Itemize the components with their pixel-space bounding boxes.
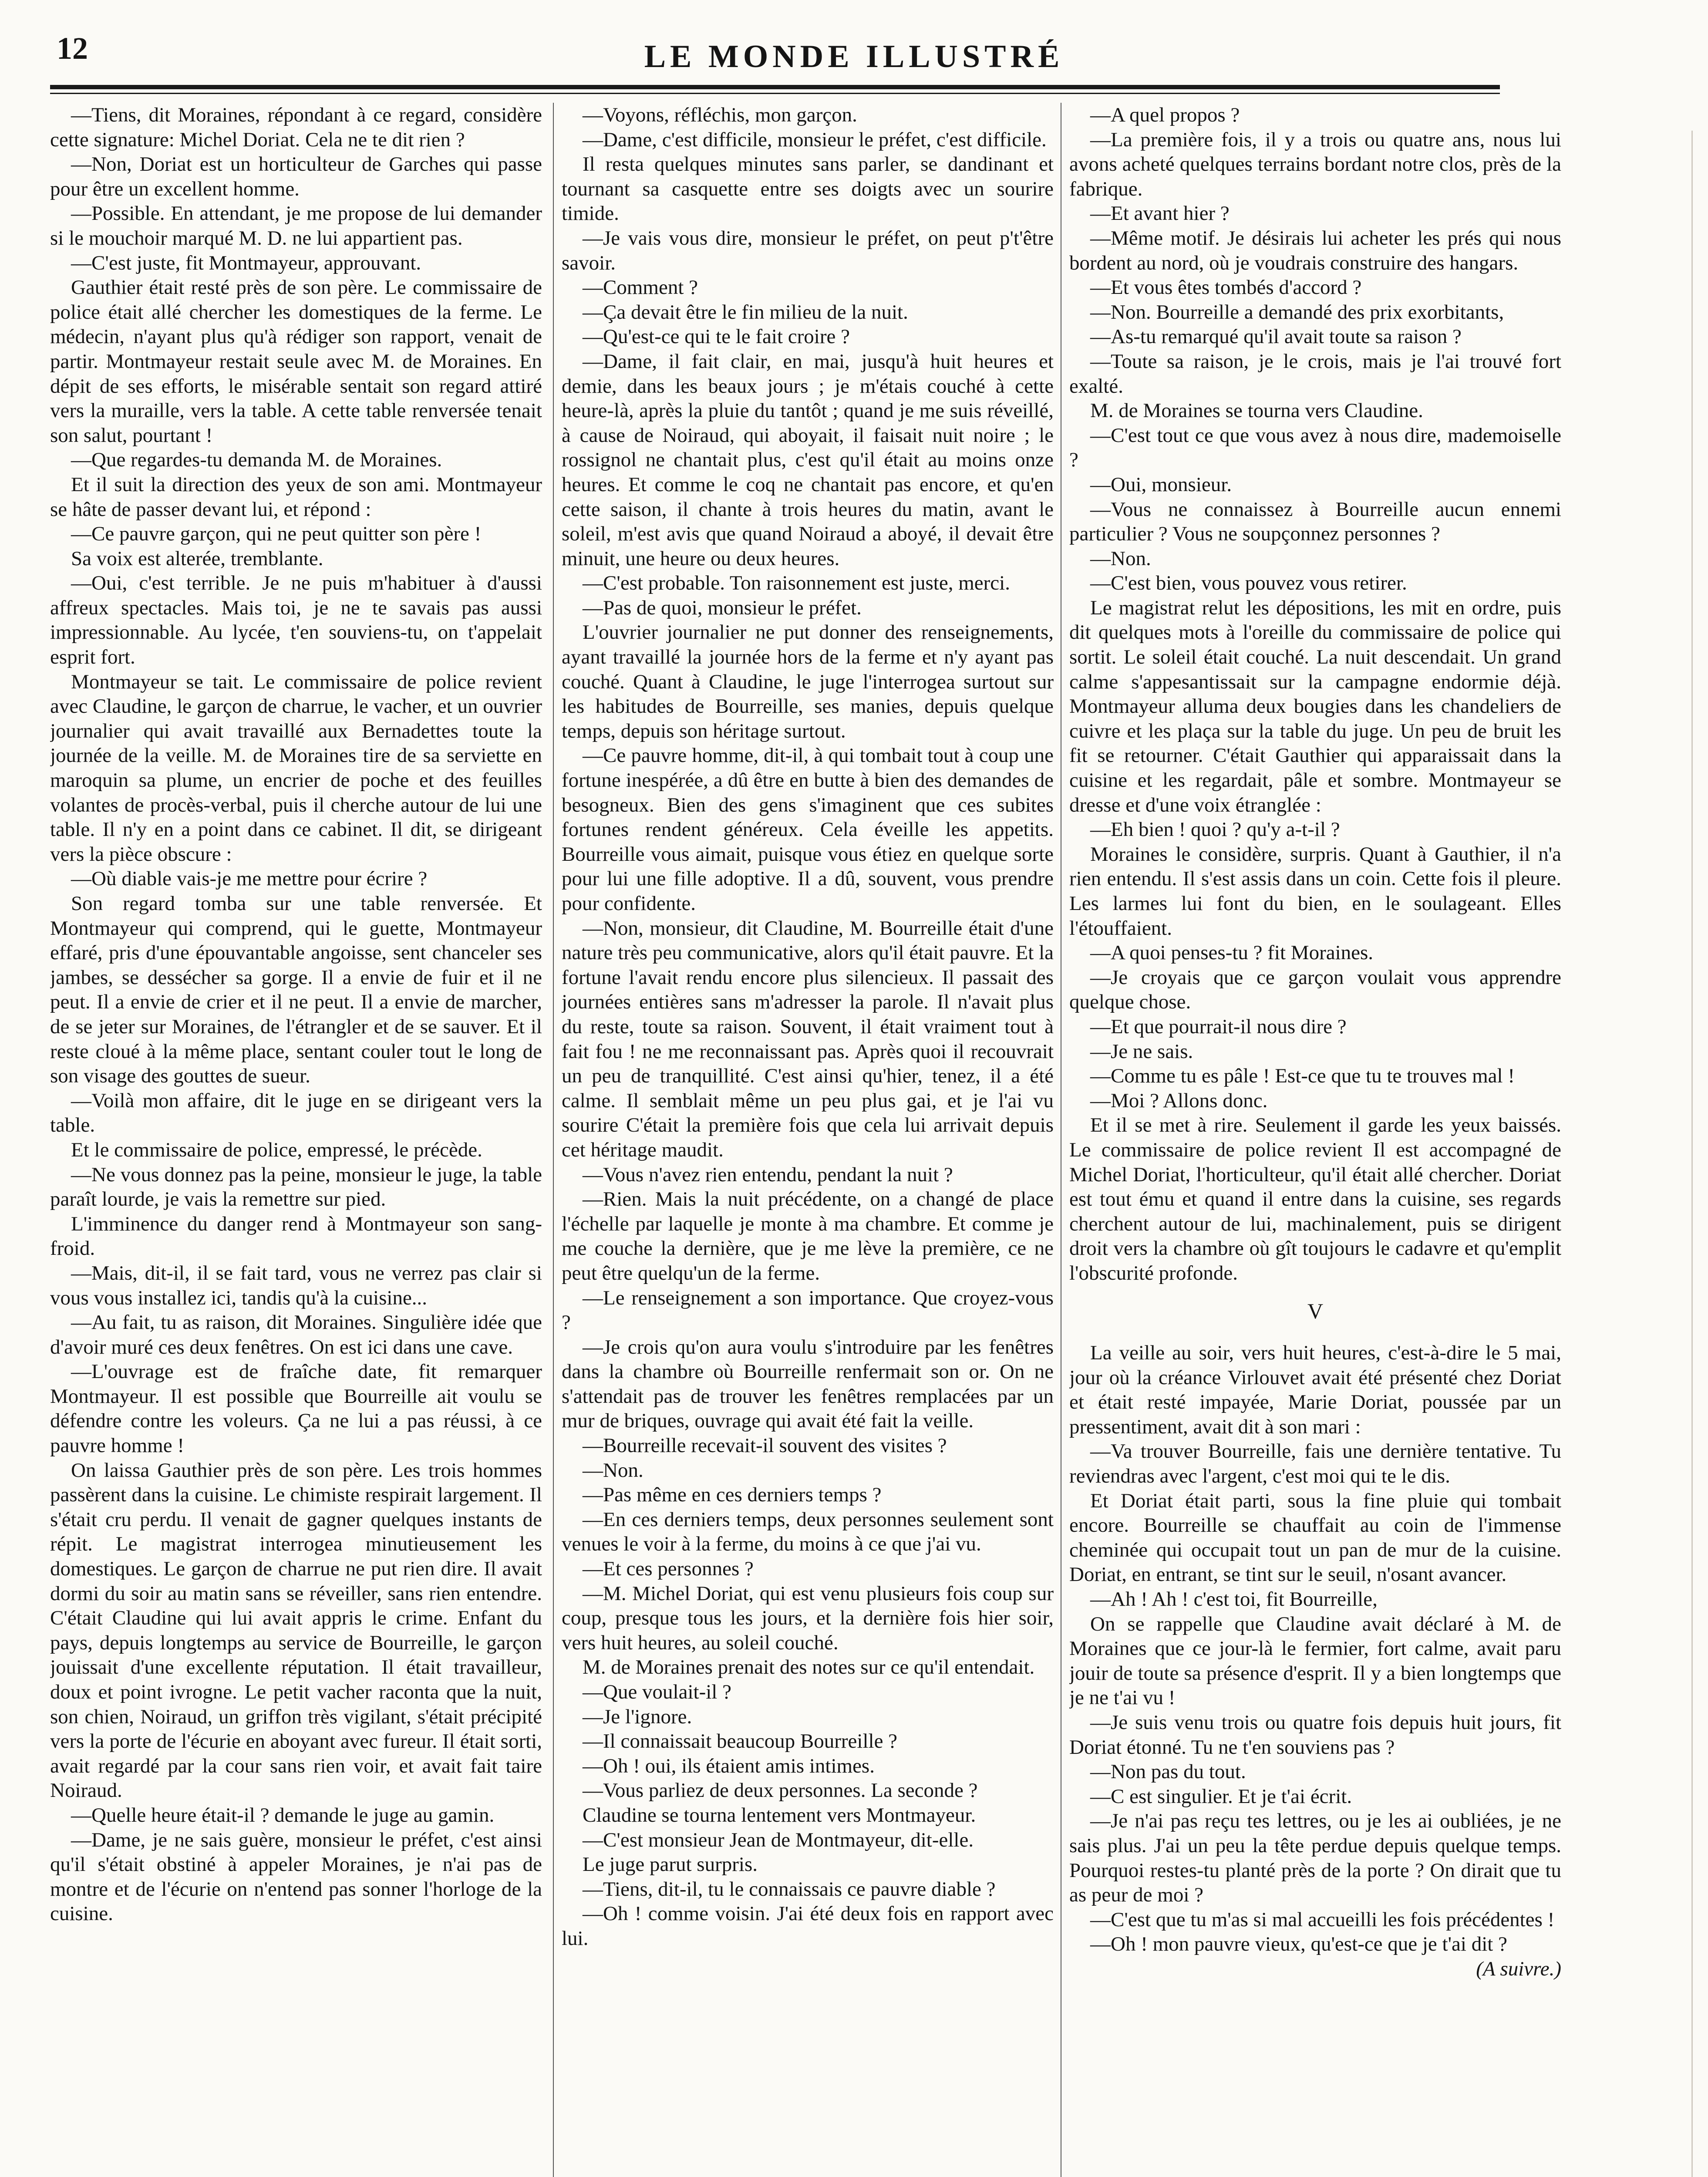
paragraph: —Non. [583, 1459, 643, 1482]
paragraph: M. de Moraines prenait des notes sur ce qu'il entendait. [583, 1656, 1035, 1679]
paragraph: —As-tu remarqué qu'il avait toute sa raison ? [1090, 325, 1462, 348]
paragraph: Le magistrat relut les dépositions, les mit en ordre, puis dit quelques mots à l'oreille du commissaire de police qui sortit. Le soleil était couché. La nuit descendait. Un grand calme s'appesantissait sur la campagne endormie déjà. Montmayeur alluma deux bougies dans les chandeliers de cuivre et les plaça sur la table du juge. Un peu de bruit les fit se retourner. C'était Gauthier qui apparaissait dans la cuisine et les regardait, pâle et sombre. Montmayeur se dresse et d'une voix étranglée : [1069, 596, 1561, 816]
paragraph: —Toute sa raison, je le crois, mais je l'ai trouvé fort exalté. [1069, 350, 1561, 398]
paragraph: —Ça devait être le fin milieu de la nuit. [583, 300, 908, 324]
paragraph: —Rien. Mais la nuit précédente, on a changé de place l'échelle par laquelle je monte à ma chambre. Et comme je me couche la dernière, que je me lève la première, ce ne peut être quelqu'un de la ferme. [562, 1188, 1054, 1284]
paragraph: L'imminence du danger rend à Montmayeur son sang-froid. [50, 1212, 542, 1260]
paragraph: —Où diable vais-je me mettre pour écrire ? [71, 867, 428, 890]
paragraph: —Comment ? [583, 276, 698, 299]
paragraph: —Au fait, tu as raison, dit Moraines. Singulière idée que d'avoir muré ces deux fenêtres. On est ici dans une cave. [50, 1311, 542, 1358]
paragraph: M. de Moraines se tourna vers Claudine. [1090, 399, 1423, 422]
paragraph: —Je suis venu trois ou quatre fois depuis huit jours, fit Doriat étonné. Tu ne t'en souviens pas ? [1069, 1711, 1561, 1759]
paragraph: —C est singulier. Et je t'ai écrit. [1090, 1785, 1352, 1808]
paragraph: —C'est que tu m'as si mal accueilli les fois précédentes ! [1090, 1908, 1555, 1931]
section-number: V [1307, 1298, 1324, 1323]
paragraph: Gauthier était resté près de son père. Le commissaire de police était allé chercher les domestiques de la ferme. Le médecin, n'ayant plus qu'à rédiger son rapport, venait de partir. Montmayeur restait seule avec M. de Moraines. En dépit de ses efforts, le misérable sentait son regard attiré vers la muraille, vers la table. A cette table renversée tenait son salut, pourtant ! [50, 276, 542, 447]
paragraph: —Moi ? Allons donc. [1090, 1089, 1268, 1112]
paragraph: —Que regardes-tu demanda M. de Moraines. [71, 448, 442, 472]
paragraph: —Ne vous donnez pas la peine, monsieur le juge, la table paraît lourde, je vais la remettre sur pied. [50, 1163, 542, 1211]
paragraph: —Que voulait-il ? [583, 1681, 731, 1703]
paragraph: —Je croyais que ce garçon voulait vous apprendre quelque chose. [1069, 966, 1561, 1014]
paragraph: —Même motif. Je désirais lui acheter les prés qui nous bordent au nord, où je voudrais construire des hangars. [1069, 226, 1561, 274]
paragraph: L'ouvrier journalier ne put donner des renseignements, ayant travaillé la journée hors de la ferme et n'y ayant pas couché. Quant à Claudine, le juge l'interrogea surtout sur les habitudes de Bourreille, ses manies, depuis quelque temps, depuis son héritage surtout. [562, 621, 1054, 742]
masthead-title: LE MONDE ILLUSTRÉ [644, 39, 1064, 74]
paragraph: —C'est tout ce que vous avez à nous dire, mademoiselle ? [1069, 424, 1561, 472]
paragraph: —Bourreille recevait-il souvent des visites ? [583, 1434, 947, 1457]
paragraph: —Comme tu es pâle ! Est-ce que tu te trouves mal ! [1090, 1065, 1515, 1088]
paragraph: —Possible. En attendant, je me propose de lui demander si le mouchoir marqué M. D. ne lui appartient pas. [50, 202, 542, 249]
paragraph: —Vous n'avez rien entendu, pendant la nuit ? [583, 1163, 953, 1186]
paragraph: —Voilà mon affaire, dit le juge en se dirigeant vers la table. [50, 1089, 542, 1137]
paragraph: —Je vais vous dire, monsieur le préfet, on peut p't'être savoir. [562, 226, 1054, 274]
paragraph: —Tiens, dit-il, tu le connaissais ce pauvre diable ? [583, 1877, 996, 1901]
text-column-2 [562, 103, 1054, 2177]
paragraph: —Va trouver Bourreille, fais une dernière tentative. Tu reviendras avec l'argent, c'est moi qui te le dis. [1069, 1440, 1561, 1488]
paragraph: On laissa Gauthier près de son père. Les trois hommes passèrent dans la cuisine. Le chimiste respirait largement. Il s'était cru perdu. Il venait de gagner quelques instants de répit. Le magistrat interrogea minutieusement les domestiques. Le garçon de charrue ne put rien dire. Il avait dormi du soir au matin sans se réveiller, sans rien entendre. C'était Claudine qui lui avait appris le crime. Enfant du pays, depuis longtemps au service de Bourreille, le garçon jouissait d'une excellente réputation. Il était travailleur, doux et point ivrogne. Le petit vacher raconta que la nuit, son chien, Noiraud, un griffon très vigilant, s'était précipité vers la porte de l'écurie en aboyant avec fureur. Il était sorti, avait regardé par la cour sans rien voir, et avait fait taire Noiraud. [50, 1459, 542, 1802]
paragraph: —Tiens, dit Moraines, répondant à ce regard, considère cette signature: Michel Doriat. Cela ne te dit rien ? [50, 104, 542, 151]
paragraph: —Oui, c'est terrible. Je ne puis m'habituer à d'aussi affreux spectacles. Mais toi, je ne te savais pas aussi impressionnable. Au lycée, t'en souviens-tu, on t'appelait esprit fort. [50, 572, 542, 669]
paragraph: —Non, monsieur, dit Claudine, M. Bourreille était d'une nature très peu communicative, alors qu'il était pauvre. Et la fortune l'avait rendu encore plus silencieux. Il passait des journées entières sans m'adresser la parole. Il n'avait plus du reste, toute sa raison. Souvent, il était vraiment tout à fait fou ! ne me reconnaissant pas. Après quoi il recouvrait un peu de tranquillité. C'est ainsi qu'hier, tenez, il a été calme. Il semblait même un peu plus gai, et je l'ai vu sourire C'était la première fois que cela lui arrivait depuis cet héritage maudit. [562, 917, 1054, 1161]
paragraph: —Le renseignement a son importance. Que croyez-vous ? [562, 1286, 1054, 1334]
paragraph: —Dame, il fait clair, en mai, jusqu'à huit heures et demie, dans les beaux jours ; je m'étais couché à cette heure-là, après la pluie du tantôt ; quand je me suis réveillé, à cause de Noiraud, qui aboyait, il faisait nuit noire ; le rossignol ne chantait plus, c'est qu'il était au moins onze heures. Et comme le coq ne chantait pas encore, et qu'en cette saison, il chante à trois heures du matin, avant le soleil, m'est avis que quand Noiraud a aboyé, il devait être minuit, une heure ou deux heures. [562, 350, 1054, 570]
to-be-continued: (A suivre.) [1476, 1957, 1561, 1980]
paragraph: —Non. [1090, 547, 1151, 570]
column-divider [553, 103, 554, 2177]
paragraph: —Et vous êtes tombés d'accord ? [1090, 276, 1362, 299]
paragraph: —A quel propos ? [1090, 104, 1240, 126]
paragraph: —Ah ! Ah ! c'est toi, fit Bourreille, [1090, 1588, 1378, 1611]
paragraph: —Pas de quoi, monsieur le préfet. [583, 596, 862, 619]
paragraph: —Oh ! comme voisin. J'ai été deux fois en rapport avec lui. [562, 1902, 1054, 1950]
paragraph: —Je ne sais. [1090, 1040, 1193, 1063]
paragraph: —C'est monsieur Jean de Montmayeur, dit-elle. [583, 1828, 974, 1851]
paragraph: Le juge parut surpris. [583, 1853, 758, 1876]
paragraph: On se rappelle que Claudine avait déclaré à M. de Moraines que ce jour-là le fermier, fort calme, avait paru jouir de toute sa présence d'esprit. Il y a bien longtemps que je ne t'ai vu ! [1069, 1612, 1561, 1709]
paragraph: —A quoi penses-tu ? fit Moraines. [1090, 941, 1374, 964]
paragraph: —Non. Bourreille a demandé des prix exorbitants, [1090, 300, 1504, 324]
paragraph: —Il connaissait beaucoup Bourreille ? [583, 1730, 898, 1753]
paragraph: —Vous parliez de deux personnes. La seconde ? [583, 1779, 978, 1802]
text-column-1 [50, 103, 542, 2177]
paragraph: —Ce pauvre garçon, qui ne peut quitter son père ! [71, 522, 482, 546]
paragraph: —Dame, je ne sais guère, monsieur le préfet, c'est ainsi qu'il s'était obstiné à appeler Moraines, je n'ai pas de montre et de l'écurie on n'entend pas sonner l'horloge de la cuisine. [50, 1828, 542, 1925]
paragraph: —Ce pauvre homme, dit-il, à qui tombait tout à coup une fortune inespérée, a dû être en butte à bien des demandes de besogneux. Bien des gens s'imaginent que ces subites fortunes rendent généreux. Cela éveille les appetits. Bourreille vous aimait, puisque vous étiez en quelque sorte pour lui une fille adoptive. Il a dû, souvent, vous prendre pour confidente. [562, 744, 1054, 915]
paragraph: —Dame, c'est difficile, monsieur le préfet, c'est difficile. [583, 128, 1047, 151]
paragraph: —La première fois, il y a trois ou quatre ans, nous lui avons acheté quelques terrains bordant notre clos, près de la fabrique. [1069, 128, 1561, 200]
text-column-3 [1069, 103, 1561, 2177]
paragraph: —Oh ! oui, ils étaient amis intimes. [583, 1754, 875, 1777]
paragraph: —Quelle heure était-il ? demande le juge au gamin. [71, 1803, 495, 1827]
paragraph: —Je crois qu'on aura voulu s'introduire par les fenêtres dans la chambre où Bourreille renfermait son or. On ne s'attendait pas de trouver les fenêtres remplacées par un mur de briques, ouvrage qui avait été fait la veille. [562, 1335, 1054, 1432]
paragraph: Claudine se tourna lentement vers Montmayeur. [583, 1803, 976, 1827]
paragraph: —Pas même en ces derniers temps ? [583, 1483, 882, 1506]
paragraph: —Et avant hier ? [1090, 202, 1230, 225]
paragraph: —Qu'est-ce qui te le fait croire ? [583, 325, 850, 348]
paragraph: —Vous ne connaissez à Bourreille aucun ennemi particulier ? Vous ne soupçonnez personnes ? [1069, 498, 1561, 546]
paragraph: —En ces derniers temps, deux personnes seulement sont venues le voir à la ferme, du moins à ce que j'ai vu. [562, 1508, 1054, 1556]
paragraph: —Et que pourrait-il nous dire ? [1090, 1015, 1347, 1038]
paragraph: —C'est probable. Ton raisonnement est juste, merci. [583, 572, 1010, 595]
paragraph: Sa voix est alterée, tremblante. [71, 547, 323, 570]
paragraph: —Je n'ai pas reçu tes lettres, ou je les ai oubliées, je ne sais plus. J'ai un peu la tête perdue depuis quelque temps. Pourquoi restes-tu planté près de la porte ? On dirait que tu as peur de moi ? [1069, 1810, 1561, 1907]
paragraph: Et il se met à rire. Seulement il garde les yeux baissés. Le commissaire de police revient Il est accompagné de Michel Doriat, l'horticulteur, qu'il était allé chercher. Doriat est tout ému et quand il entre dans la cuisine, ses regards cherchent autour de lui, machinalement, puis se dirigent droit vers la chambre où gît toujours le cadavre et qu'emplit l'obscurité profonde. [1069, 1114, 1561, 1284]
page-edge-shadow [1691, 131, 1693, 2177]
paragraph: —C'est bien, vous pouvez vous retirer. [1090, 572, 1407, 595]
paragraph: —Oui, monsieur. [1090, 473, 1232, 496]
page-number: 12 [57, 31, 88, 66]
paragraph: —Oh ! mon pauvre vieux, qu'est-ce que je t'ai dit ? (A suivre.) [1069, 1932, 1561, 1957]
paragraph: Son regard tomba sur une table renversée. Et Montmayeur qui comprend, qui le guette, Montmayeur effaré, pris d'une épouvantable angoisse, sent chanceler ses jambes, se dessécher sa gorge. Il a envie de fuir et il ne peut. Il a envie de crier et il ne peut. Il a envie de marcher, de se jeter sur Moraines, de l'étrangler et de se sauver. Et il reste cloué à la même place, sentant couler tout le long de son visage des gouttes de sueur. [50, 892, 542, 1088]
paragraph: —L'ouvrage est de fraîche date, fit remarquer Montmayeur. Il est possible que Bourreille ait voulu se défendre contre les voleurs. Ça ne lui a pas réussi, à ce pauvre homme ! [50, 1360, 542, 1457]
paragraph: —M. Michel Doriat, qui est venu plusieurs fois coup sur coup, presque tous les jours, et la dernière fois hier soir, vers huit heures, au soleil couché. [562, 1582, 1054, 1654]
paragraph: —C'est juste, fit Montmayeur, approuvant. [71, 251, 421, 274]
paragraph: La veille au soir, vers huit heures, c'est-à-dire le 5 mai, jour où la créance Virlouvet avait été présenté chez Doriat et était resté impayée, Marie Doriat, poussée par un pressentiment, avait dit à son mari : [1069, 1341, 1561, 1438]
paragraph: —Je l'ignore. [583, 1705, 692, 1728]
paragraph: Il resta quelques minutes sans parler, se dandinant et tournant sa casquette entre ses doigts avec un sourire timide. [562, 153, 1054, 225]
header-rule-thin [50, 93, 1500, 94]
paragraph: Et le commissaire de police, empressé, le précède. [71, 1138, 482, 1161]
paragraph: —Mais, dit-il, il se fait tard, vous ne verrez pas clair si vous vous installez ici, tandis qu'à la cuisine... [50, 1261, 542, 1309]
paragraph: Moraines le considère, surpris. Quant à Gauthier, il n'a rien entendu. Il s'est assis dans un coin. Cette fois il pleure. Les larmes lui font du bien, en le soulageant. Elles l'étouffaient. [1069, 842, 1561, 940]
paragraph: —Non pas du tout. [1090, 1760, 1246, 1783]
paragraph: —Non, Doriat est un horticulteur de Garches qui passe pour être un excellent homme. [50, 153, 542, 200]
paragraph: —Eh bien ! quoi ? qu'y a-t-il ? [1090, 818, 1340, 841]
paragraph: Et il suit la direction des yeux de son ami. Montmayeur se hâte de passer devant lui, et répond : [50, 473, 542, 521]
paragraph: Montmayeur se tait. Le commissaire de police revient avec Claudine, le garçon de charrue, le vacher, et un ouvrier journalier qui avait travaillé aux Bernadettes toute la journée de la veille. M. de Moraines tire de sa serviette en maroquin sa plume, un encrier de poche et des feuilles volantes de procès-verbal, puis il cherche autour de lui une table. Il n'y en a point dans ce cabinet. Il dit, se dirigeant vers la pièce obscure : [50, 670, 542, 866]
header-rule [50, 85, 1500, 89]
paragraph: —Et ces personnes ? [583, 1557, 754, 1581]
paragraph: —Voyons, réfléchis, mon garçon. [583, 104, 857, 126]
paragraph: Et Doriat était parti, sous la fine pluie qui tombait encore. Bourreille se chauffait au coin de l'immense cheminée qui occupait tout un pan de mur de la cuisine. Doriat, en entrant, se tint sur le seuil, n'osant avancer. [1069, 1489, 1561, 1586]
